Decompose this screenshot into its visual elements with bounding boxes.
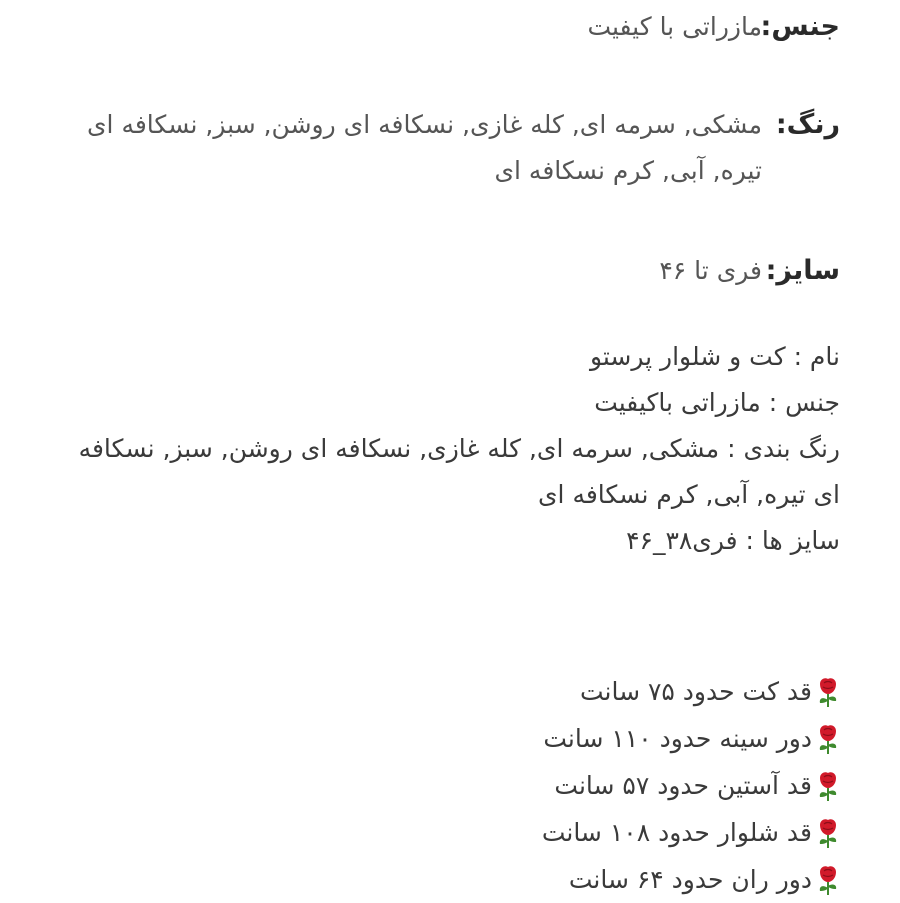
size-value: فری تا ۴۶ (659, 256, 762, 285)
measurements-list (60, 668, 840, 903)
list-item (60, 809, 840, 856)
list-item (60, 715, 840, 762)
material-attribute (60, 2, 840, 52)
rose-icon (816, 723, 840, 755)
spec-chest: دور سینه حدود ۱۱۰ سانت (543, 724, 812, 753)
spec-pants-length: قد شلوار حدود ۱۰۸ سانت (541, 818, 812, 847)
color-label: رنگ: (775, 109, 840, 140)
list-item (60, 762, 840, 809)
list-item (60, 856, 840, 903)
rose-icon (816, 676, 840, 708)
description-line-name: نام : کت و شلوار پرستو (589, 342, 840, 371)
material-label: جنس: (760, 11, 840, 42)
color-attribute (60, 100, 840, 194)
rose-icon (816, 817, 840, 849)
description-line-sizes: سایز ها : فری۳۸_۴۶ (626, 526, 840, 555)
spec-jacket-length: قد کت حدود ۷۵ سانت (579, 677, 812, 706)
product-description (60, 334, 840, 564)
spec-sleeve-length: قد آستین حدود ۵۷ سانت (554, 771, 812, 800)
rose-icon (816, 770, 840, 802)
spec-thigh: دور ران حدود ۶۴ سانت (568, 865, 812, 894)
color-value: مشکی, سرمه ای, کله غازی, نسکافه ای روشن, سبز, نسکافه ای تیره, آبی, کرم نسکافه ای (86, 110, 762, 185)
list-item (60, 668, 840, 715)
size-label: سایز: (765, 255, 840, 286)
material-value: مازراتی با کیفیت (587, 12, 762, 41)
description-line-material: جنس : مازراتی باکیفیت (594, 388, 840, 417)
rose-icon (816, 864, 840, 896)
description-line-colors: رنگ بندی : مشکی, سرمه ای, کله غازی, نسکافه ای روشن, سبز, نسکافه ای تیره, آبی, کرم نسکافه ای (78, 434, 840, 509)
size-attribute (60, 246, 840, 296)
